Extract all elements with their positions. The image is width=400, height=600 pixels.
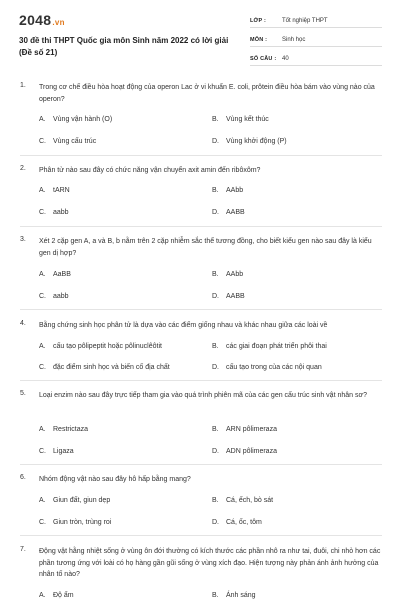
option-letter: D. <box>212 209 219 216</box>
question-text: Xét 2 cặp gen A, a và B, b nằm trên 2 cặp nhiễm sắc thể tương đồng, cho biết kiểu gen nào sau đây là kiểu gen dị hợp? <box>39 238 372 257</box>
answer-option-a[interactable] <box>39 426 88 433</box>
option-text: AAbb <box>226 271 244 278</box>
option-text: Vùng vận hành (O) <box>53 116 113 123</box>
answer-option-a[interactable] <box>39 592 74 599</box>
question-text: Loại enzim nào sau đây trực tiếp tham gia vào quá trình phiên mã của các gen cấu trúc sinh vật nhân sơ? <box>39 392 367 399</box>
answer-option-b[interactable] <box>212 426 277 433</box>
option-letter: D. <box>212 519 219 526</box>
answer-option-c[interactable] <box>39 293 69 300</box>
question-divider <box>20 309 382 310</box>
logo-main-text: 2048 <box>19 12 52 28</box>
answer-option-b[interactable] <box>212 271 243 278</box>
option-letter: C. <box>39 209 46 216</box>
question-text: Trong cơ chế điều hòa hoạt động của operon Lac ở vi khuẩn E. coli, prôtein điều hòa bám vào vùng nào của operon? <box>39 84 375 103</box>
option-text: Ánh sáng <box>226 592 256 599</box>
answer-option-c[interactable] <box>39 138 96 145</box>
option-letter: A. <box>39 497 46 504</box>
answer-option-d[interactable] <box>212 364 322 371</box>
question-number: 4. <box>20 320 26 327</box>
meta-value: Tốt nghiệp THPT <box>282 17 328 24</box>
option-letter: C. <box>39 448 46 455</box>
option-text: Giun đất, giun dẹp <box>53 497 111 504</box>
meta-value: 40 <box>282 55 289 62</box>
exam-meta-box <box>250 14 382 71</box>
meta-value: Sinh học <box>282 36 306 43</box>
question-number: 3. <box>20 236 26 243</box>
option-letter: D. <box>212 138 219 145</box>
option-letter: B. <box>212 116 219 123</box>
option-letter: B. <box>212 271 219 278</box>
option-letter: B. <box>212 187 219 194</box>
answer-option-d[interactable] <box>212 448 277 455</box>
option-letter: C. <box>39 293 46 300</box>
option-text: Vùng kết thúc <box>226 116 269 123</box>
option-text: cấu tạo pôlipeptit hoặc pôlinuclêôtit <box>53 343 162 350</box>
option-letter: D. <box>212 364 219 371</box>
option-letter: C. <box>39 364 46 371</box>
question-text: Động vật hằng nhiệt sống ở vùng ôn đới thường có kích thước các phần nhô ra như tai, đuôi, chi nhỏ hơn các phần tương ứng với loài có họ hàng gần gũi sống ở vùng xích đạo. Hiện tượng này phản ánh ảnh hưởng của nhân tố nào? <box>39 548 381 578</box>
question-number: 1. <box>20 82 26 89</box>
option-letter: A. <box>39 343 46 350</box>
meta-key: MÔN : <box>250 36 268 43</box>
question-number: 6. <box>20 474 26 481</box>
option-letter: C. <box>39 519 46 526</box>
option-letter: D. <box>212 293 219 300</box>
document-title: 30 đề thi THPT Quốc gia môn Sinh năm 2022 có lời giải (Đề số 21) <box>19 36 229 57</box>
answer-option-b[interactable] <box>212 187 243 194</box>
answer-option-b[interactable] <box>212 116 269 123</box>
question-divider <box>20 226 382 227</box>
question-text: Phân tử nào sau đây có chức năng vận chuyển axit amin đến ribôxôm? <box>39 167 261 174</box>
option-text: Giun tròn, trùng roi <box>53 519 112 526</box>
option-letter: A. <box>39 116 46 123</box>
option-text: Vùng cấu trúc <box>53 138 97 145</box>
option-text: Độ ẩm <box>53 592 74 599</box>
logo-suffix-text: .vn <box>52 18 65 27</box>
page-header <box>0 0 400 80</box>
option-letter: B. <box>212 592 219 599</box>
answer-option-a[interactable] <box>39 116 112 123</box>
question-divider <box>20 535 382 536</box>
question-divider <box>20 380 382 381</box>
meta-key: LỚP : <box>250 17 266 24</box>
answer-option-d[interactable] <box>212 293 245 300</box>
option-text: aabb <box>53 209 69 216</box>
question-divider <box>20 464 382 465</box>
answer-option-a[interactable] <box>39 497 110 504</box>
question-number: 7. <box>20 546 26 553</box>
answer-option-b[interactable] <box>212 592 256 599</box>
question-number: 5. <box>20 390 26 397</box>
option-text: Cá, ếch, bò sát <box>226 497 274 504</box>
option-text: các giai đoạn phát triển phôi thai <box>226 343 327 350</box>
answer-option-a[interactable] <box>39 271 71 278</box>
option-letter: C. <box>39 138 46 145</box>
option-text: AABB <box>226 293 245 300</box>
answer-option-d[interactable] <box>212 138 287 145</box>
option-text: aabb <box>53 293 69 300</box>
option-letter: A. <box>39 187 46 194</box>
option-text: ARN pôlimeraza <box>226 426 277 433</box>
option-letter: A. <box>39 271 46 278</box>
question-text: Bằng chứng sinh học phân tử là dựa vào các điểm giống nhau và khác nhau giữa các loài về <box>39 322 328 329</box>
answer-option-d[interactable] <box>212 209 245 216</box>
option-letter: B. <box>212 343 219 350</box>
option-text: AAbb <box>226 187 244 194</box>
answer-option-a[interactable] <box>39 343 162 350</box>
option-text: Cá, ốc, tôm <box>226 519 262 526</box>
question-divider <box>20 155 382 156</box>
option-letter: B. <box>212 497 219 504</box>
answer-option-c[interactable] <box>39 209 69 216</box>
meta-key: SỐ CÂU : <box>250 55 277 62</box>
option-text: cấu tạo trong của các nội quan <box>226 364 322 371</box>
option-letter: A. <box>39 592 46 599</box>
answer-option-c[interactable] <box>39 519 111 526</box>
question-number: 2. <box>20 165 26 172</box>
answer-option-a[interactable] <box>39 187 70 194</box>
option-text: tARN <box>53 187 70 194</box>
meta-row-class <box>250 14 382 28</box>
answer-option-d[interactable] <box>212 519 262 526</box>
answer-option-c[interactable] <box>39 448 74 455</box>
option-text: AABB <box>226 209 245 216</box>
option-letter: A. <box>39 426 46 433</box>
option-letter: D. <box>212 448 219 455</box>
option-letter: B. <box>212 426 219 433</box>
option-text: Vùng khởi động (P) <box>226 138 287 145</box>
answer-option-b[interactable] <box>212 343 327 350</box>
site-logo[interactable] <box>19 12 65 28</box>
option-text: Ligaza <box>53 448 74 455</box>
question-text: Nhóm động vật nào sau đây hô hấp bằng mang? <box>39 476 191 483</box>
meta-row-count <box>250 52 382 66</box>
option-text: AaBB <box>53 271 71 278</box>
meta-row-subject <box>250 33 382 47</box>
option-text: Restrictaza <box>53 426 89 433</box>
option-text: ADN pôlimeraza <box>226 448 277 455</box>
answer-option-b[interactable] <box>212 497 273 504</box>
answer-option-c[interactable] <box>39 364 170 371</box>
option-text: đặc điểm sinh học và biến cố địa chất <box>53 364 170 371</box>
